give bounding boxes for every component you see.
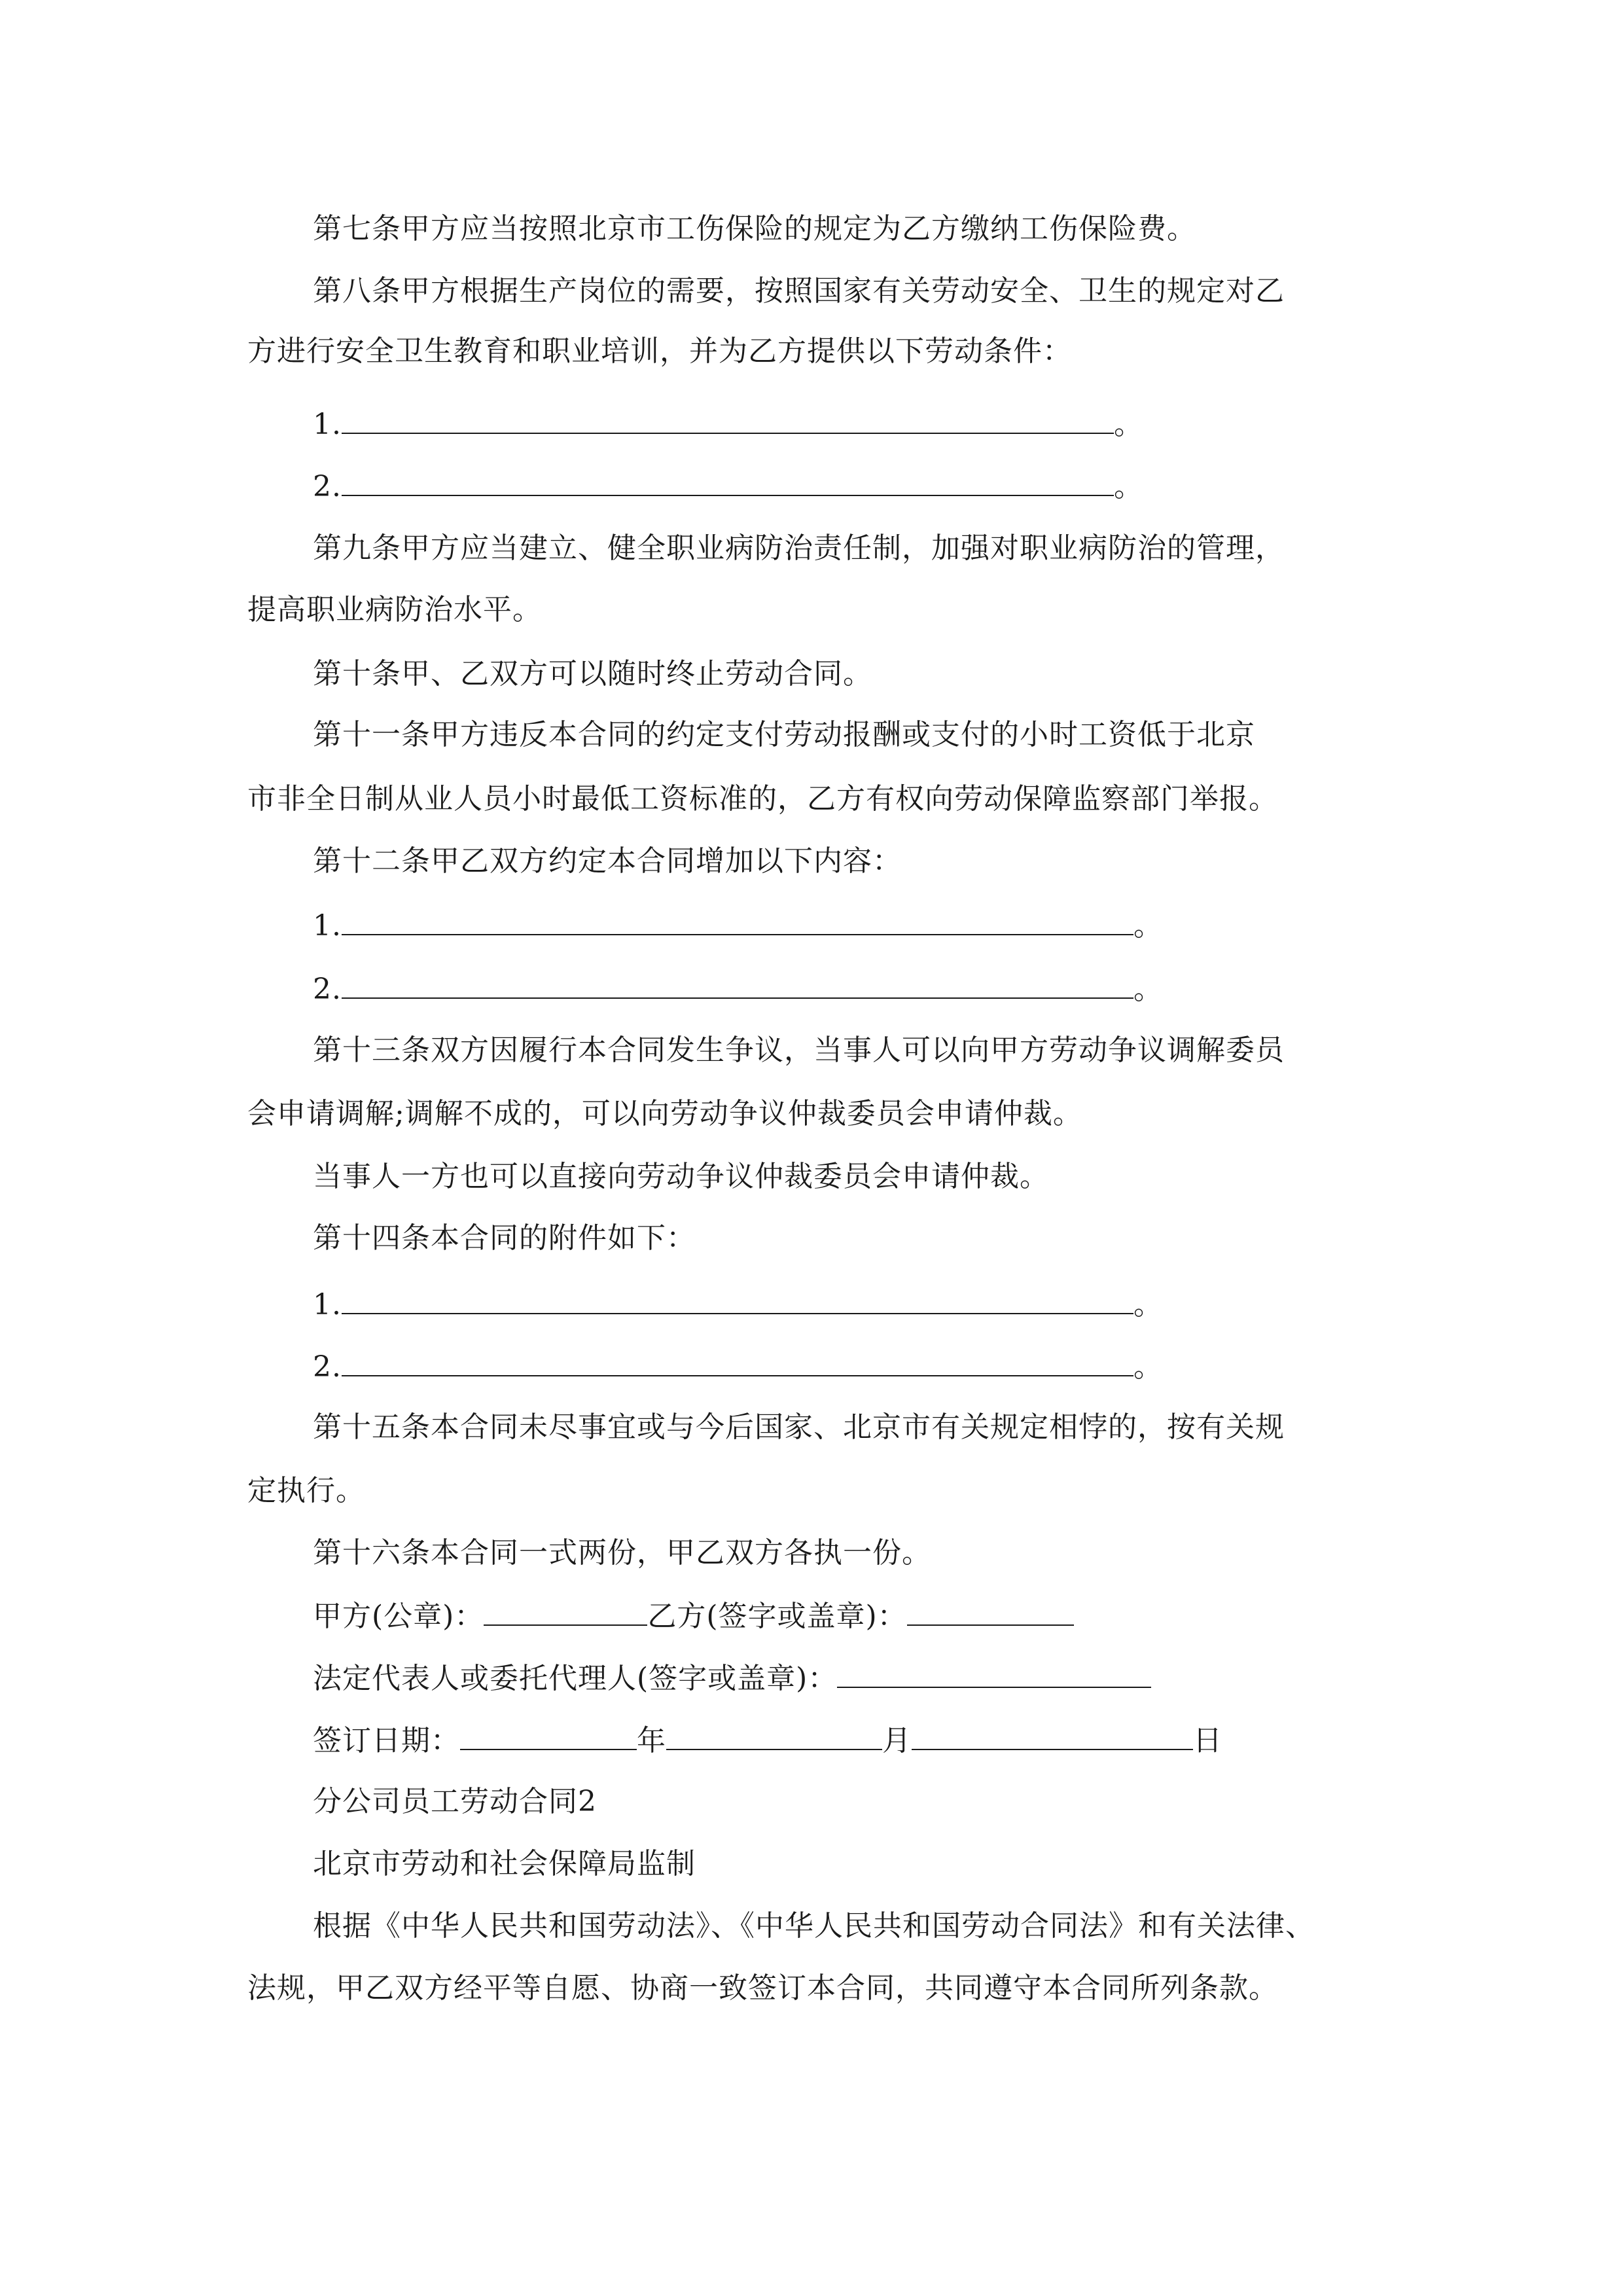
signing-date [313, 1720, 1484, 1761]
article-10: 第十条甲、乙双方可以随时终止劳动合同。 [313, 657, 872, 691]
article-13-line-2: 会申请调解;调解不成的，可以向劳动争议仲裁委员会申请仲裁。 [247, 1097, 1082, 1130]
article-9-line-1: 第九条甲方应当建立、健全职业病防治责任制，加强对职业病防治的管理， [313, 531, 1285, 565]
article-11-line-1: 第十一条甲方违反本合同的约定支付劳动报酬或支付的小时工资低于北京 [313, 718, 1255, 751]
article-15-line-2: 定执行。 [247, 1474, 365, 1507]
year-label: 年 [637, 1724, 666, 1757]
article-12-item-1 [313, 905, 1484, 946]
contract-2-intro-line-2: 法规，甲乙双方经平等自愿、协商一致签订本合同，共同遵守本合同所列条款。 [247, 1971, 1278, 2005]
month-field[interactable] [666, 1720, 882, 1750]
contract-2-issuer: 北京市劳动和社会保障局监制 [313, 1847, 696, 1880]
article-14-item-2 [313, 1346, 1484, 1387]
item-period: 。 [1133, 973, 1163, 1006]
contract-2-title: 分公司员工劳动合同2 [313, 1785, 597, 1818]
article-8-line-1: 第八条甲方根据生产岗位的需要，按照国家有关劳动安全、卫生的规定对乙 [313, 274, 1285, 308]
article-14: 第十四条本合同的附件如下： [313, 1221, 696, 1255]
representative-label: 法定代表人或委托代理人(签字或盖章)： [313, 1662, 838, 1695]
article-14-item-1 [313, 1284, 1484, 1325]
article-9-line-2: 提高职业病防治水平。 [247, 593, 542, 626]
party-b-signature-field[interactable] [907, 1596, 1074, 1626]
year-field[interactable] [460, 1720, 637, 1750]
fill-in-blank[interactable] [342, 1346, 1133, 1376]
day-label: 日 [1193, 1724, 1222, 1757]
item-number: 1. [313, 408, 342, 441]
article-15-line-1: 第十五条本合同未尽事宜或与今后国家、北京市有关规定相悖的，按有关规 [313, 1410, 1285, 1444]
item-number: 2. [313, 973, 342, 1006]
article-8-item-2 [313, 466, 1484, 507]
item-number: 2. [313, 470, 342, 503]
fill-in-blank[interactable] [342, 905, 1133, 935]
item-period: 。 [1133, 1350, 1163, 1384]
item-period: 。 [1133, 909, 1163, 942]
party-b-label: 乙方(签字或盖章)： [647, 1600, 907, 1633]
day-field[interactable] [912, 1720, 1193, 1750]
item-number: 2. [313, 1350, 342, 1384]
contract-2-intro-line-1: 根据《中华人民共和国劳动法》、《中华人民共和国劳动合同法》和有关法律、 [313, 1909, 1315, 1943]
fill-in-blank[interactable] [342, 969, 1133, 999]
item-period: 。 [1133, 1288, 1163, 1321]
article-12: 第十二条甲乙双方约定本合同增加以下内容： [313, 844, 902, 878]
fill-in-blank[interactable] [342, 1284, 1133, 1314]
representative-signature-field[interactable] [837, 1658, 1151, 1688]
item-number: 1. [313, 909, 342, 942]
article-13-line-3: 当事人一方也可以直接向劳动争议仲裁委员会申请仲裁。 [313, 1160, 1049, 1193]
article-13-line-1: 第十三条双方因履行本合同发生争议，当事人可以向甲方劳动争议调解委员 [313, 1033, 1285, 1067]
fill-in-blank[interactable] [342, 466, 1114, 496]
fill-in-blank[interactable] [342, 404, 1114, 434]
signature-parties [313, 1596, 1484, 1636]
article-12-item-2 [313, 969, 1484, 1009]
article-8-item-1 [313, 404, 1484, 444]
article-16: 第十六条本合同一式两份，甲乙双方各执一份。 [313, 1536, 931, 1570]
signature-representative [313, 1658, 1484, 1698]
month-label: 月 [882, 1724, 912, 1757]
item-period: 。 [1113, 408, 1143, 441]
item-period: 。 [1113, 470, 1143, 503]
article-7: 第七条甲方应当按照北京市工伤保险的规定为乙方缴纳工伤保险费。 [313, 212, 1196, 245]
date-label: 签订日期： [313, 1724, 460, 1757]
party-a-seal-field[interactable] [484, 1596, 647, 1626]
item-number: 1. [313, 1288, 342, 1321]
article-11-line-2: 市非全日制从业人员小时最低工资标准的，乙方有权向劳动保障监察部门举报。 [247, 782, 1278, 816]
party-a-label: 甲方(公章)： [313, 1600, 484, 1633]
article-8-line-2: 方进行安全卫生教育和职业培训，并为乙方提供以下劳动条件： [247, 334, 1072, 368]
